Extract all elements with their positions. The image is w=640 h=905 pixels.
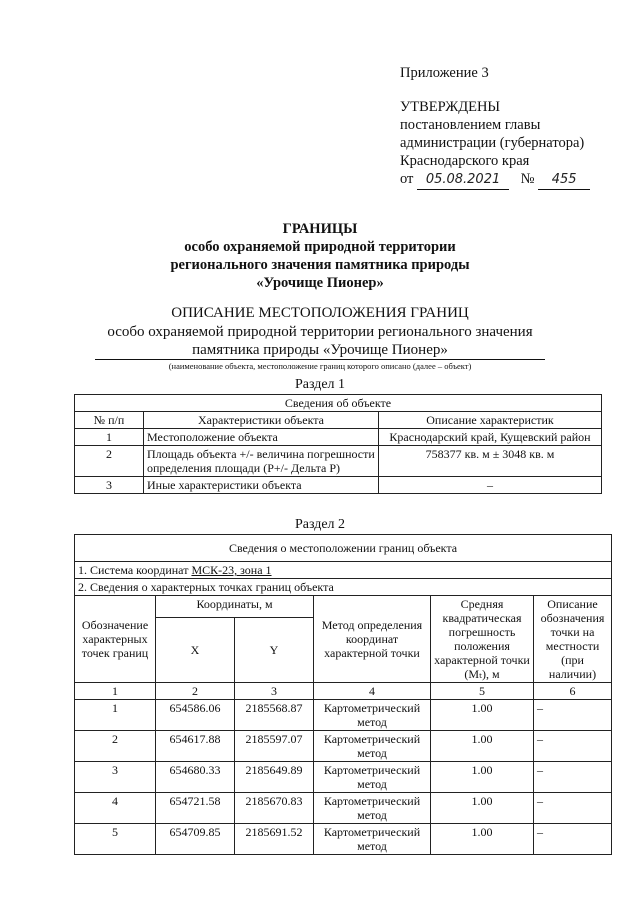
description-caption: (наименование объекта, местоположение границ которого описано (далее – объект) <box>95 359 545 371</box>
point-error: 1.00 <box>431 793 534 824</box>
row-description: 758377 кв. м ± 3048 кв. м <box>379 446 602 477</box>
table-row <box>75 762 612 793</box>
boundary-table-title: Сведения о местоположении границ объекта <box>75 535 612 562</box>
number-label: № <box>520 171 535 187</box>
approved-line-2: администрации (губернатора) <box>400 135 585 151</box>
from-label: от <box>400 171 414 187</box>
point-error: 1.00 <box>431 824 534 855</box>
point-y: 2185597.07 <box>235 731 314 762</box>
header-designation: Обозначение характерных точек границ <box>75 596 156 683</box>
point-y: 2185568.87 <box>235 700 314 731</box>
point-id: 4 <box>75 793 156 824</box>
header-coordinates: Координаты, м <box>156 596 314 618</box>
header-error: Средняя квадратическая погрешность положения характерной точки (Мₜ), м <box>431 596 534 683</box>
point-id: 1 <box>75 700 156 731</box>
appendix-label: Приложение 3 <box>400 65 489 81</box>
header-characteristic: Характеристики объекта <box>144 412 379 429</box>
table-row <box>75 446 602 477</box>
point-y: 2185670.83 <box>235 793 314 824</box>
column-number: 5 <box>431 683 534 700</box>
header-method: Метод определения координат характерной точки <box>314 596 431 683</box>
table-row <box>75 429 602 446</box>
row-number: 1 <box>75 429 144 446</box>
coordinate-system-label: 1. Система координат <box>78 563 192 577</box>
point-method: Картометрический метод <box>314 731 431 762</box>
point-x: 654586.06 <box>156 700 235 731</box>
approval-block <box>400 64 590 190</box>
title-line-2: особо охраняемой природной территории <box>184 239 456 255</box>
table-row <box>75 793 612 824</box>
point-x: 654617.88 <box>156 731 235 762</box>
decree-date: 05.08.2021 <box>417 171 509 190</box>
table-row <box>75 731 612 762</box>
description-line-1: ОПИСАНИЕ МЕСТОПОЛОЖЕНИЯ ГРАНИЦ <box>171 305 469 321</box>
title-line-3: регионального значения памятника природы <box>170 257 470 273</box>
point-id: 5 <box>75 824 156 855</box>
approved-label: УТВЕРЖДЕНЫ <box>400 99 501 115</box>
column-number: 1 <box>75 683 156 700</box>
row-characteristic: Площадь объекта +/- величина погрешности определения площади (Р+/- Дельта Р) <box>144 446 379 477</box>
point-description: – <box>534 762 612 793</box>
point-method: Картометрический метод <box>314 762 431 793</box>
point-id: 3 <box>75 762 156 793</box>
column-number: 3 <box>235 683 314 700</box>
table-row <box>75 824 612 855</box>
coordinate-system-value: МСК-23, зона 1 <box>191 563 272 577</box>
approved-line-3: Краснодарского края <box>400 153 530 169</box>
date-number-line <box>400 170 590 190</box>
point-y: 2185691.52 <box>235 824 314 855</box>
row-description: – <box>379 477 602 494</box>
description-line-2: особо охраняемой природной территории регионального значения <box>107 324 533 340</box>
point-id: 2 <box>75 731 156 762</box>
column-numbers-row <box>75 683 612 700</box>
header-x: X <box>156 618 235 683</box>
point-method: Картометрический метод <box>314 700 431 731</box>
point-error: 1.00 <box>431 762 534 793</box>
column-number: 2 <box>156 683 235 700</box>
header-number: № п/п <box>75 412 144 429</box>
point-description: – <box>534 793 612 824</box>
row-number: 2 <box>75 446 144 477</box>
point-error: 1.00 <box>431 731 534 762</box>
point-y: 2185649.89 <box>235 762 314 793</box>
point-description: – <box>534 824 612 855</box>
title-line-1: ГРАНИЦЫ <box>282 221 358 237</box>
object-info-table <box>74 394 602 494</box>
point-method: Картометрический метод <box>314 793 431 824</box>
header-description: Описание характеристик <box>379 412 602 429</box>
section-1-title: Раздел 1 <box>294 377 346 392</box>
coordinate-system <box>75 562 612 579</box>
row-characteristic: Местоположение объекта <box>144 429 379 446</box>
boundary-points-table <box>74 534 612 855</box>
row-description: Краснодарский край, Кущевский район <box>379 429 602 446</box>
title-line-4: «Урочище Пионер» <box>256 275 384 291</box>
row-number: 3 <box>75 477 144 494</box>
point-x: 654680.33 <box>156 762 235 793</box>
decree-number: 455 <box>538 171 590 190</box>
row-characteristic: Иные характеристики объекта <box>144 477 379 494</box>
point-x: 654721.58 <box>156 793 235 824</box>
point-method: Картометрический метод <box>314 824 431 855</box>
approved-line-1: постановлением главы <box>400 117 541 133</box>
section-2-title: Раздел 2 <box>294 517 346 532</box>
column-number: 4 <box>314 683 431 700</box>
table-row <box>75 700 612 731</box>
column-number: 6 <box>534 683 612 700</box>
description-line-3: памятника природы «Урочище Пионер» <box>192 342 448 358</box>
object-info-table-title: Сведения об объекте <box>75 395 602 412</box>
header-y: Y <box>235 618 314 683</box>
point-error: 1.00 <box>431 700 534 731</box>
table-row <box>75 477 602 494</box>
point-description: – <box>534 700 612 731</box>
point-x: 654709.85 <box>156 824 235 855</box>
points-label: 2. Сведения о характерных точках границ объекта <box>75 579 612 596</box>
point-description: – <box>534 731 612 762</box>
header-point-description: Описание обозначения точки на местности (при наличии) <box>534 596 612 683</box>
